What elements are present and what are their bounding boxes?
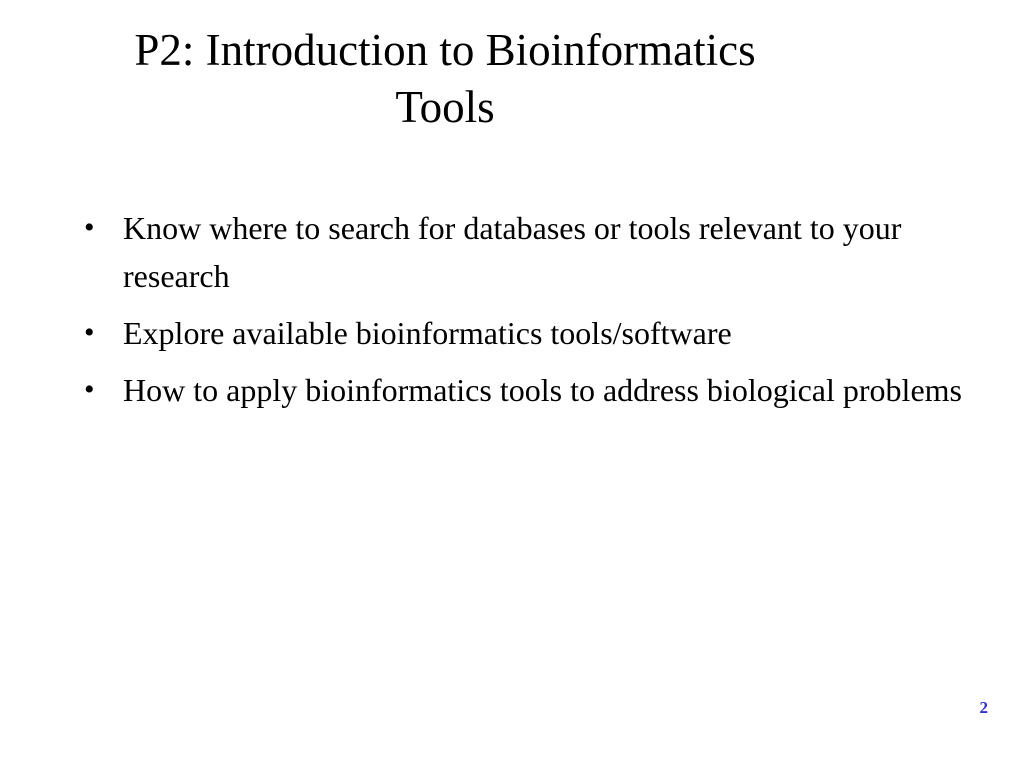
slide-title [40, 22, 850, 136]
bullet-text-3: How to apply bioinformatics tools to address biological problems [123, 372, 962, 408]
bullet-list [80, 204, 980, 423]
slide-title-line-2: Tools [395, 82, 495, 132]
bullet-item-3 [80, 366, 980, 414]
bullet-icon: • [84, 373, 95, 406]
bullet-text-2: Explore available bioinformatics tools/software [123, 315, 732, 351]
bullet-item-2 [80, 309, 980, 357]
slide-title-line-1: P2: Introduction to Bioinformatics [134, 25, 756, 75]
bullet-item-1 [80, 204, 980, 300]
bullet-text-1: Know where to search for databases or tools relevant to your research [123, 210, 902, 294]
page-number: 2 [979, 698, 988, 717]
bullet-icon: • [84, 211, 95, 244]
bullet-icon: • [84, 316, 95, 349]
